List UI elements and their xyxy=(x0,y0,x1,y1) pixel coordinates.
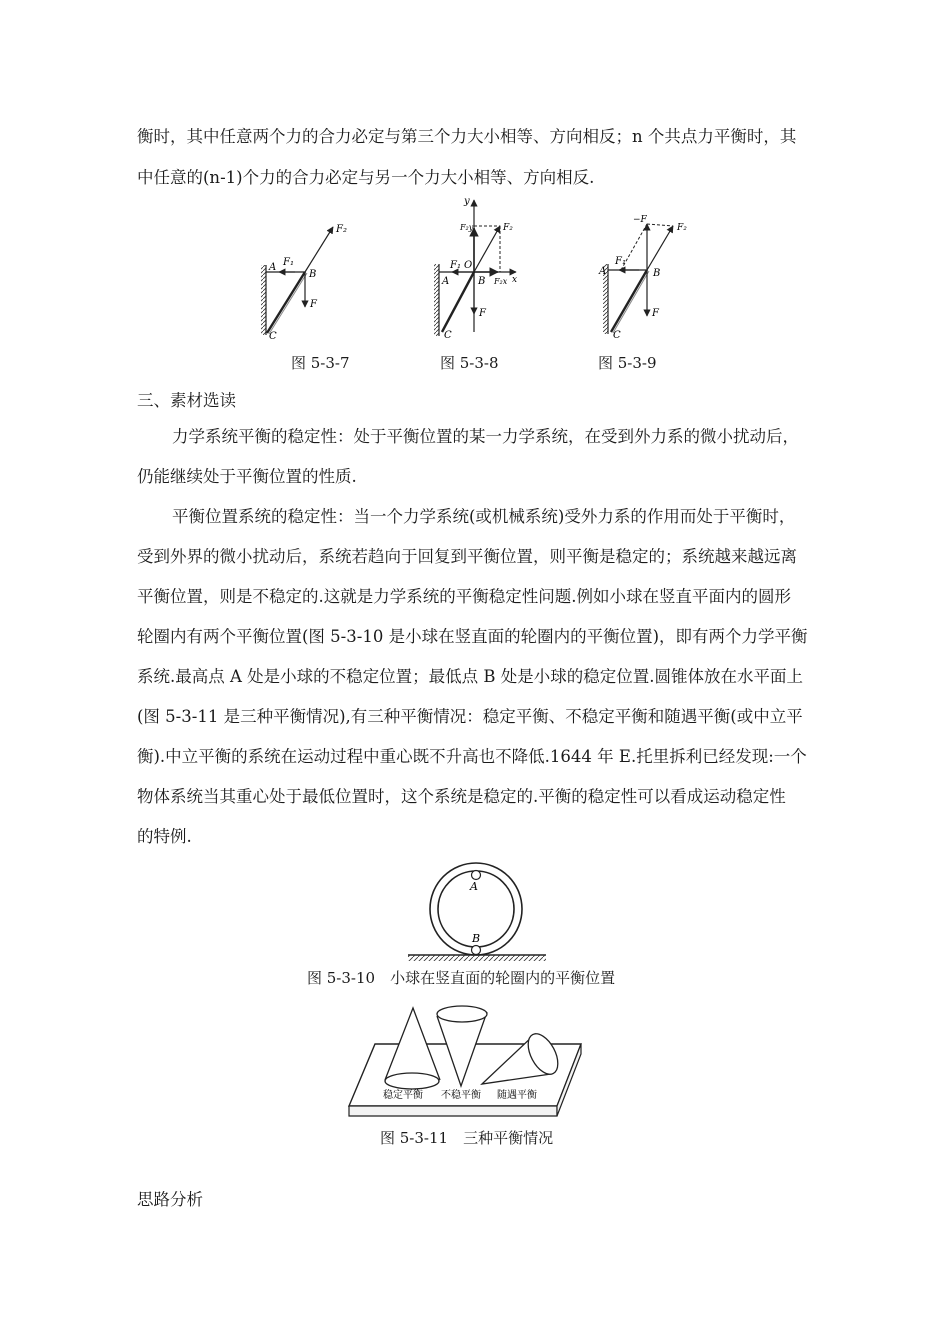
label-b: B xyxy=(478,276,486,287)
text-line: 平衡位置，则是不稳定的.这就是力学系统的平衡稳定性问题.例如小球在竖直平面内的圆形 xyxy=(137,587,791,606)
label-f1: F₁ xyxy=(450,260,461,271)
text-line: 中任意的(n-1)个力的合力必定与另一个力大小相等、方向相反. xyxy=(137,168,595,187)
label-f: F xyxy=(652,308,659,319)
label-f2y: F₂y xyxy=(460,223,474,232)
text-line: 系统.最高点 A 处是小球的不稳定位置；最低点 B 处是小球的稳定位置.圆锥体放在水平面上 xyxy=(137,667,804,686)
text-line: 力学系统平衡的稳定性：处于平衡位置的某一力学系统，在受到外力系的微小扰动后， xyxy=(172,427,799,446)
force-diagram-7 xyxy=(255,215,365,345)
text-line: 衡时，其中任意两个力的合力必定与第三个力大小相等、方向相反；n 个共点力平衡时，其 xyxy=(137,127,797,146)
label-c: C xyxy=(269,331,277,342)
figure-5-3-11 xyxy=(345,998,585,1122)
cones-diagram xyxy=(345,998,585,1122)
figure-5-3-10 xyxy=(408,862,548,966)
caption-5-3-9: 图 5-3-9 xyxy=(598,354,657,372)
label-stable: 稳定平衡 xyxy=(383,1090,423,1101)
figure-5-3-8 xyxy=(428,192,538,344)
figure-5-3-9 xyxy=(595,212,705,345)
figure-5-3-7 xyxy=(255,215,365,345)
section-heading: 三、素材选读 xyxy=(137,391,236,410)
label-unstable: 不稳平衡 xyxy=(441,1090,481,1101)
label-c: C xyxy=(613,330,621,341)
label-neg-f: −F xyxy=(633,215,647,225)
text-line: 仍能继续处于平衡位置的性质. xyxy=(137,467,357,486)
text-line: 平衡位置系统的稳定性：当一个力学系统(或机械系统)受外力系的作用而处于平衡时， xyxy=(172,507,796,526)
text-line: 的特例. xyxy=(137,827,192,846)
label-f1: F₁ xyxy=(615,256,626,267)
label-f2: F₂ xyxy=(503,223,513,233)
text-line: 受到外界的微小扰动后，系统若趋向于回复到平衡位置，则平衡是稳定的；系统越来越远离 xyxy=(137,547,797,566)
text-line: 物体系统当其重心处于最低位置时，这个系统是稳定的.平衡的稳定性可以看成运动稳定性 xyxy=(137,787,786,806)
label-y: y xyxy=(464,196,470,207)
footer-heading: 思路分析 xyxy=(137,1190,203,1209)
force-diagram-9 xyxy=(595,212,705,345)
label-a: A xyxy=(470,880,478,893)
label-f: F xyxy=(479,308,486,319)
wheel-diagram xyxy=(408,862,548,966)
caption-5-3-8: 图 5-3-8 xyxy=(440,354,499,372)
label-a: A xyxy=(269,262,277,273)
caption-5-3-7: 图 5-3-7 xyxy=(291,354,350,372)
text-line: (图 5-3-11 是三种平衡情况),有三种平衡情况：稳定平衡、不稳定平衡和随遇平衡(或中立平 xyxy=(137,707,803,726)
text-line: 衡).中立平衡的系统在运动过程中重心既不升高也不降低.1644 年 E.托里拆利已经发现:一个 xyxy=(137,747,807,766)
label-a: A xyxy=(442,276,450,287)
force-diagram-8 xyxy=(428,192,538,344)
label-b: B xyxy=(309,269,317,280)
label-c: C xyxy=(444,330,452,341)
label-f: F xyxy=(310,299,317,310)
text-line: 轮圈内有两个平衡位置(图 5-3-10 是小球在竖直面的轮圈内的平衡位置)，即有两个力学平衡 xyxy=(137,627,808,646)
label-x: x xyxy=(512,275,518,285)
label-f2: F₂ xyxy=(336,224,347,235)
label-b: B xyxy=(472,932,481,945)
label-o: O xyxy=(464,260,473,271)
label-b: B xyxy=(653,268,661,279)
label-a: A xyxy=(599,266,607,277)
label-f2: F₂ xyxy=(677,223,687,233)
caption-5-3-10: 图 5-3-10 小球在竖直面的轮圈内的平衡位置 xyxy=(307,969,616,987)
caption-5-3-11: 图 5-3-11 三种平衡情况 xyxy=(380,1129,554,1147)
label-f2x: F₂x xyxy=(494,277,508,286)
label-f1: F₁ xyxy=(283,257,294,268)
label-neutral: 随遇平衡 xyxy=(497,1090,537,1101)
